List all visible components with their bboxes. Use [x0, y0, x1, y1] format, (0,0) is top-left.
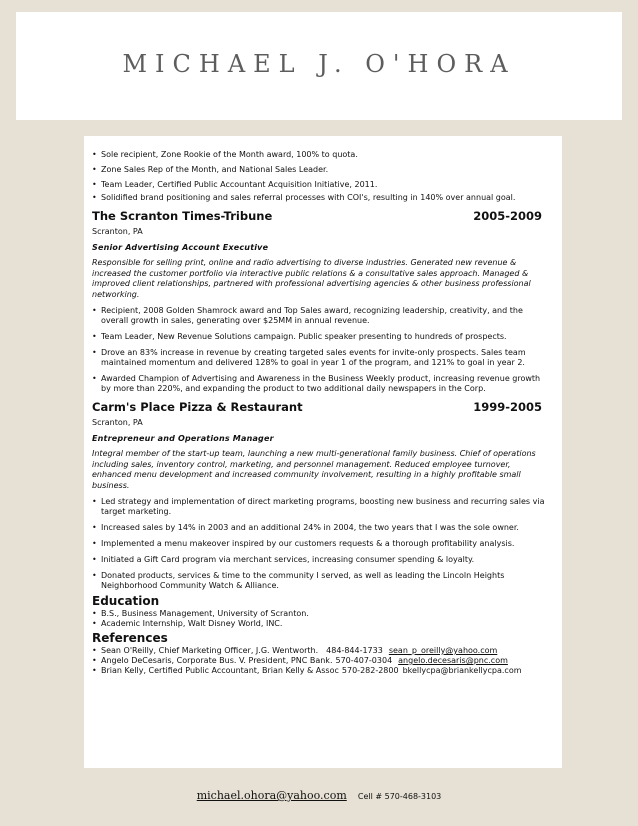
job-bullet: • Initiated a Gift Card program via merchant services, increasing consumer spending & loyalty. [92, 555, 475, 564]
education-heading: Education [92, 594, 160, 608]
education-item: • Academic Internship, Walt Disney World, INC. [92, 619, 283, 628]
reference-phone: 570-407-0304 [335, 656, 393, 665]
job-bullet: • Team Leader, New Revenue Solutions campaign. Public speaker presenting to hundreds of prospects. [92, 332, 507, 341]
job-bullet: • Donated products, services & time to the community I served, as well as leading the Lincoln Heights Neighborhood Community Watch & Alliance. [92, 571, 505, 590]
job-bullet: • Led strategy and implementation of direct marketing programs, boosting new business and recurring sales via target marketing. [92, 497, 545, 516]
job-bullet: • Recipient, 2008 Golden Shamrock award and Top Sales award, recognizing leadership, creativity, and the overall growth in sales, generating over $25MM in annual revenue. [92, 306, 523, 325]
contact-footer [0, 784, 638, 803]
reference-email: bkellycpa@briankellycpa.com [402, 666, 522, 675]
job-heading [92, 209, 552, 223]
summary-bullet: • Zone Sales Rep of the Month, and National Sales Leader. [92, 165, 329, 174]
reference-phone: 484-844-1733 [326, 646, 383, 655]
contact-email-link[interactable]: michael.ohora@yahoo.com [196, 789, 347, 802]
reference-email-link[interactable]: angelo.decesaris@pnc.com [398, 656, 508, 665]
job-bullet: • Increased sales by 14% in 2003 and an additional 24% in 2004, the two years that I was the sole owner. [92, 523, 519, 532]
reference-email-link[interactable]: sean_p_oreilly@yahoo.com [388, 646, 498, 655]
job-dates: 1999-2005 [473, 400, 542, 414]
job-description: Responsible for selling print, online and radio advertising to diverse industries. Generated new revenue & increased the customer portfolio via interactive public relations & a consultative sales approach. Managed & improved client relationships, partnered with professional advertising agencies & other business professional networking. [92, 258, 531, 299]
job-bullet: • Implemented a menu makeover inspired by our customers requests & a thorough profitability analysis. [92, 539, 515, 548]
job-title: Senior Advertising Account Executive [92, 243, 269, 252]
summary-bullet: • Solidified brand positioning and sales referral processes with COI's, resulting in 140% over annual goal. [92, 193, 516, 202]
reference-item: • Angelo DeCesaris, Corporate Bus. V. President, PNC Bank. 570-407-0304 angelo.decesaris@pnc.com [92, 656, 508, 665]
summary-bullet: • Team Leader, Certified Public Accountant Acquisition Initiative, 2011. [92, 180, 378, 189]
job-location: Scranton, PA [92, 227, 143, 236]
references-heading: References [92, 631, 168, 645]
summary-bullet: • Sole recipient, Zone Rookie of the Month award, 100% to quota. [92, 150, 358, 159]
job-bullet: • Drove an 83% increase in revenue by creating targeted sales events for invite-only prospects. Sales team maintained momentum and delivered 128% to goal in year 1 of the program, and 121% to goal in year 2. [92, 348, 526, 367]
job-dates: 2005-2009 [473, 209, 542, 223]
contact-phone: Cell # 570-468-3103 [357, 792, 442, 801]
reference-item: • Brian Kelly, Certified Public Accountant, Brian Kelly & Assoc 570-282-2800 bkellycpa@briankellycpa.com [92, 666, 522, 675]
job-location: Scranton, PA [92, 418, 143, 427]
resume-body [92, 150, 552, 676]
reference-phone: 570-282-2800 [341, 666, 399, 675]
job-description: Integral member of the start-up team, launching a new multi-generational family business. Chief of operations including sales, inventory control, marketing, and personnel management. Reduced employee turnover, enhanced menu development and increased community involvement, resulting in a highly profitable small business. [92, 449, 536, 490]
applicant-name: MICHAEL J. O'HORA [122, 50, 516, 78]
reference-item: • Sean O'Reilly, Chief Marketing Officer, J.G. Wentworth. 484-844-1733 sean_p_oreilly@yahoo.com [92, 646, 498, 655]
job-heading [92, 400, 552, 414]
job-title: Entrepreneur and Operations Manager [92, 434, 274, 443]
company-name: The Scranton Times-Tribune [92, 209, 273, 223]
job-bullet: • Awarded Champion of Advertising and Awareness in the Business Weekly product, increasing revenue growth by more than 220%, and expanding the product to two additional daily newspapers in the Corp. [92, 374, 541, 393]
company-name: Carm's Place Pizza & Restaurant [92, 400, 303, 414]
education-item: • B.S., Business Management, University of Scranton. [92, 609, 309, 618]
